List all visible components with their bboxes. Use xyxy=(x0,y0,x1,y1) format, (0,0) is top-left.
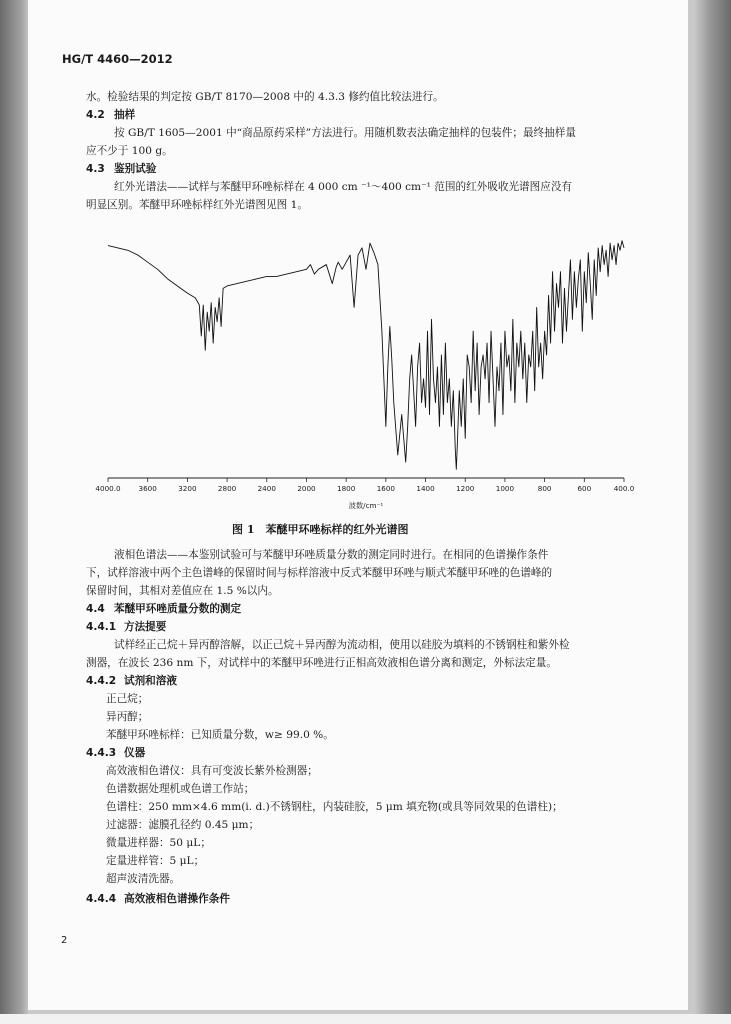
paragraph-line: 下，试样溶液中两个主色谱峰的保留时间与标样溶液中反式苯醚甲环唑与顺式苯醚甲环唑的色谱峰的 xyxy=(86,567,553,579)
paragraph-line: 试样经正己烷＋异丙醇溶解，以正己烷＋异丙醇为流动相，使用以硅胶为填料的不锈钢柱和紫外检 xyxy=(114,639,570,651)
section-title: 方法提要 xyxy=(124,621,167,633)
section-title: 试剂和溶液 xyxy=(124,675,177,687)
x-tick-label: 2000 xyxy=(297,484,316,493)
section-number: 4.4.3 xyxy=(86,747,117,759)
list-item: 苯醚甲环唑标样：已知质量分数，w≥ 99.0 %。 xyxy=(106,729,334,741)
x-axis-ticks xyxy=(95,478,634,493)
list-item: 高效液相色谱仪：具有可变波长紫外检测器； xyxy=(106,765,318,777)
paragraph-line: 应不少于 100 g。 xyxy=(86,145,173,157)
list-item: 定量进样管：5 μL； xyxy=(106,855,205,867)
ir-spectrum-chart xyxy=(95,226,640,516)
section-number: 4.4.1 xyxy=(86,621,117,633)
list-item: 色谱柱：250 mm×4.6 mm(i. d.)不锈钢柱，内装硅胶，5 μm 填充物(或具等同效果的色谱柱)； xyxy=(106,801,563,813)
list-item: 色谱数据处理机或色谱工作站； xyxy=(106,783,255,795)
section-number: 4.2 xyxy=(86,109,105,121)
x-tick-label: 1000 xyxy=(495,484,515,493)
paragraph-line: 液相色谱法——本鉴别试验可与苯醚甲环唑质量分数的测定同时进行。在相同的色谱操作条件 xyxy=(114,549,549,561)
section-number: 4.4.4 xyxy=(86,893,117,905)
paragraph-line: 明显区别。苯醚甲环唑标样红外光谱图见图 1。 xyxy=(86,199,308,211)
x-tick-label: 1600 xyxy=(376,484,395,493)
list-item: 过滤器：滤膜孔径约 0.45 μm； xyxy=(106,819,260,831)
x-tick-label: 2400 xyxy=(257,484,276,493)
standard-header: HG/T 4460—2012 xyxy=(62,52,173,66)
x-tick-label: 800 xyxy=(537,484,552,493)
section-number: 4.3 xyxy=(86,163,105,175)
section-title: 高效液相色谱操作条件 xyxy=(124,893,230,905)
section-title: 仪器 xyxy=(124,747,146,759)
paragraph-line: 按 GB/T 1605—2001 中“商品原药采样”方法进行。用随机数表法确定抽样的包装件；最终抽样量 xyxy=(114,127,576,139)
paragraph-line: 红外光谱法——试样与苯醚甲环唑标样在 4 000 cm ⁻¹～400 cm⁻¹ 范围的红外吸收光谱图应没有 xyxy=(114,181,573,193)
x-axis-label: 波数/cm⁻¹ xyxy=(348,501,384,510)
x-tick-label: 2800 xyxy=(217,484,237,493)
section-title: 苯醚甲环唑质量分数的测定 xyxy=(114,603,242,615)
x-tick-label: 600 xyxy=(577,484,592,493)
figure-caption: 图 1 苯醚甲环唑标样的红外光谱图 xyxy=(232,523,409,536)
x-tick-label: 3600 xyxy=(138,484,157,493)
page-edge-strip xyxy=(0,1014,731,1024)
section-title: 抽样 xyxy=(114,109,136,121)
x-tick-label: 3200 xyxy=(178,484,197,493)
x-tick-label: 4000.0 xyxy=(95,484,121,493)
list-item: 正己烷； xyxy=(106,693,149,705)
section-title: 鉴别试验 xyxy=(114,163,157,175)
spectrum-line xyxy=(108,241,624,469)
paragraph-line: 水。检验结果的判定按 GB/T 8170—2008 中的 4.3.3 修约值比较法进行。 xyxy=(86,91,444,103)
section-number: 4.4 xyxy=(86,603,105,615)
x-tick-label: 400.0 xyxy=(613,484,635,493)
list-item: 异丙醇； xyxy=(106,711,149,723)
x-tick-label: 1400 xyxy=(416,484,435,493)
x-tick-label: 1800 xyxy=(337,484,356,493)
paragraph-line: 测器，在波长 236 nm 下，对试样中的苯醚甲环唑进行正相高效液相色谱分离和测定，外标法定量。 xyxy=(86,657,557,669)
paragraph-line: 保留时间，其相对差值应在 1.5 %以内。 xyxy=(86,585,279,597)
page-number: 2 xyxy=(61,935,68,946)
section-number: 4.4.2 xyxy=(86,675,117,687)
list-item: 超声波清洗器。 xyxy=(106,873,181,885)
list-item: 微量进样器：50 μL； xyxy=(106,837,211,849)
x-tick-label: 1200 xyxy=(456,484,475,493)
